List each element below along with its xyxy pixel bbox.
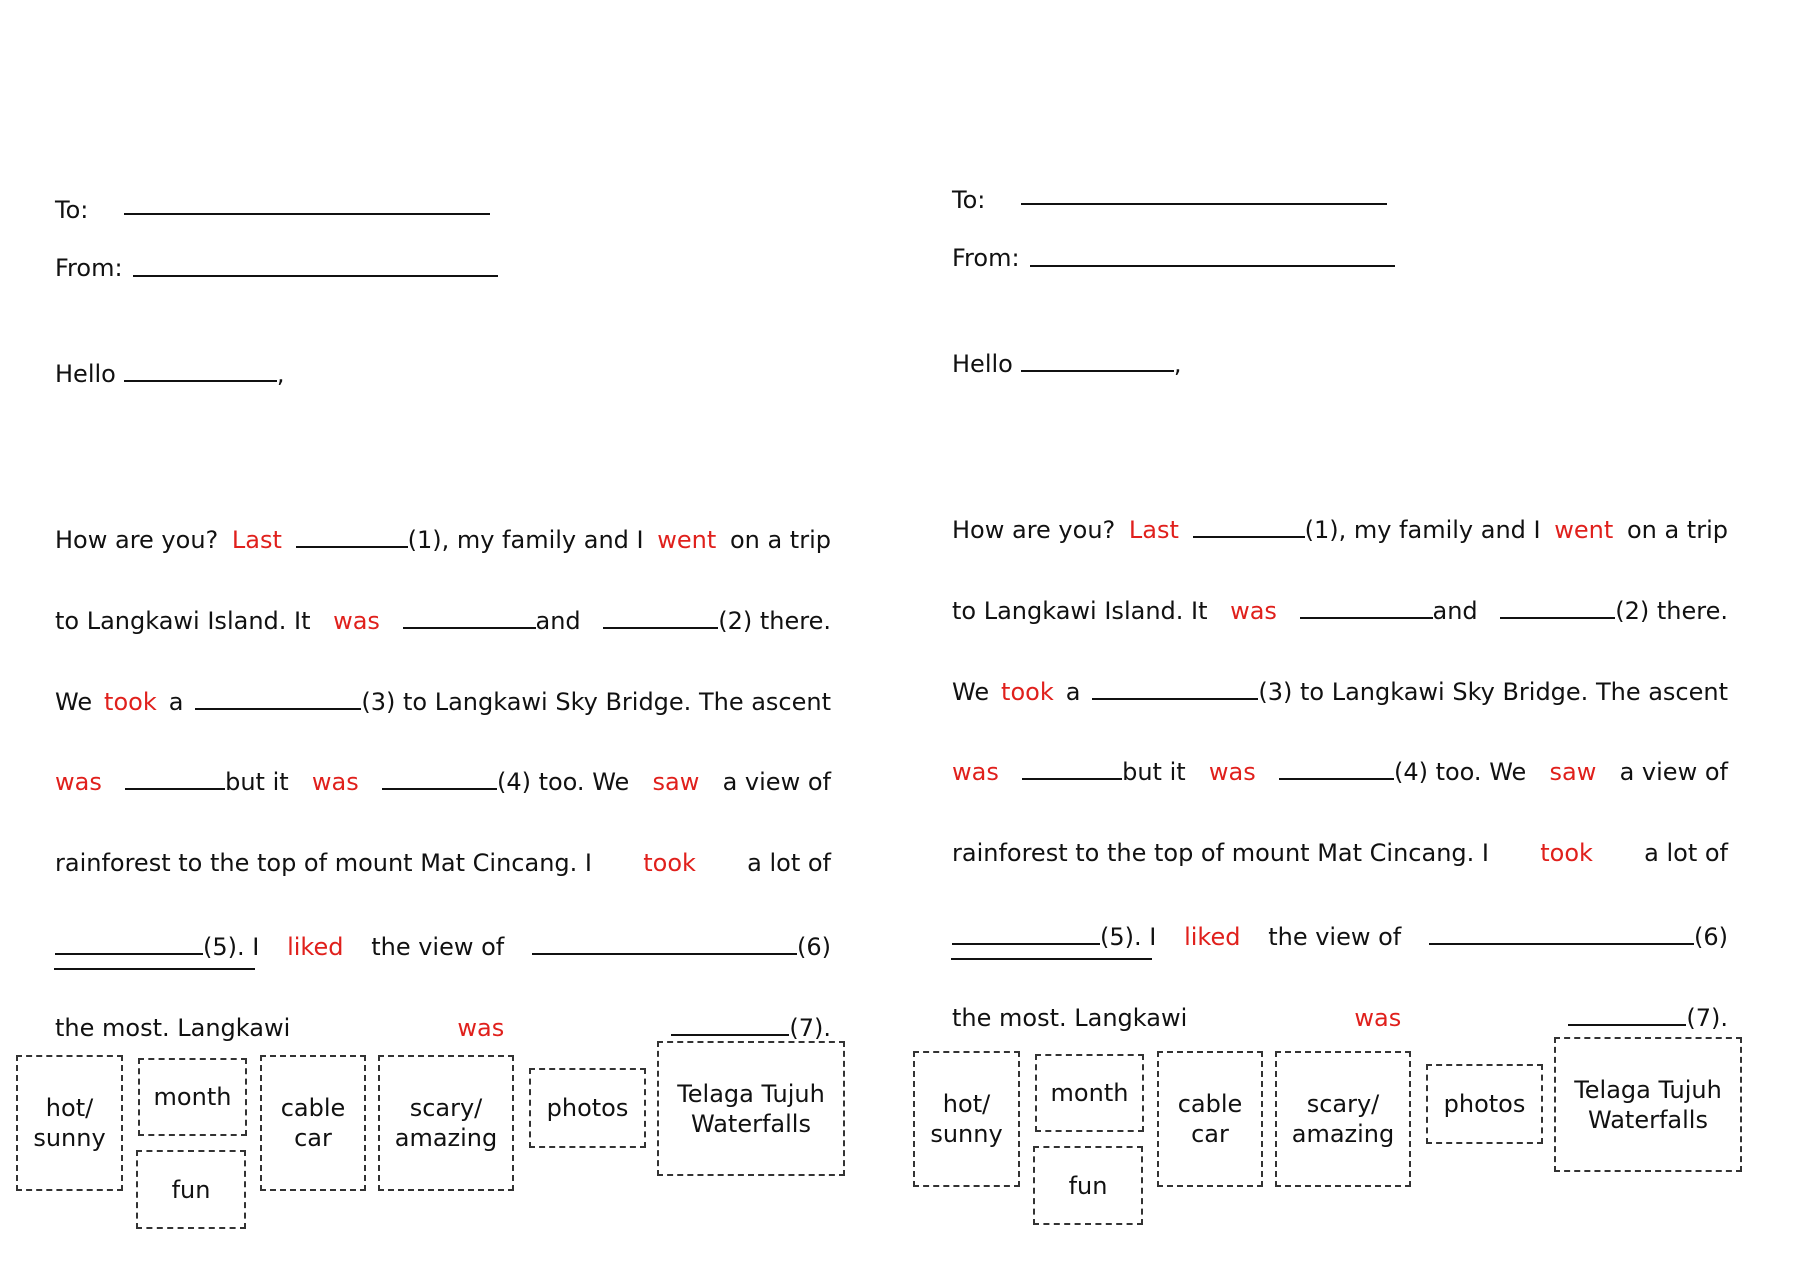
word-card[interactable]: photos bbox=[529, 1068, 646, 1148]
highlighted-verb: was bbox=[1208, 758, 1256, 786]
body-text: a lot of bbox=[1644, 839, 1728, 867]
body-text: on a trip bbox=[729, 526, 831, 554]
body-segment bbox=[1620, 758, 1728, 786]
highlighted-verb: Last bbox=[1128, 516, 1179, 544]
body-text: (6) bbox=[796, 933, 831, 961]
greeting bbox=[952, 348, 1181, 378]
body-text: (3) to Langkawi Sky Bridge. The ascent bbox=[1258, 678, 1728, 706]
word-card[interactable]: scary/ amazing bbox=[1275, 1051, 1411, 1187]
body-line bbox=[55, 927, 831, 961]
body-text: rainforest to the top of mount Mat Cincang. I bbox=[55, 849, 592, 877]
body-text: (1), my family and I bbox=[407, 526, 644, 554]
body-text: (3) to Langkawi Sky Bridge. The ascent bbox=[361, 688, 831, 716]
signature-line[interactable] bbox=[54, 968, 255, 970]
highlighted-verb: saw bbox=[652, 768, 700, 796]
answer-blank[interactable] bbox=[952, 921, 1100, 945]
body-segment bbox=[1268, 923, 1401, 951]
body-segment bbox=[125, 766, 289, 796]
body-line bbox=[952, 510, 1728, 544]
body-segment bbox=[1092, 676, 1728, 706]
body-segment bbox=[333, 607, 380, 635]
body-segment bbox=[371, 933, 504, 961]
answer-blank[interactable] bbox=[1092, 676, 1258, 700]
to-blank[interactable] bbox=[124, 213, 490, 215]
body-segment bbox=[1644, 839, 1728, 867]
highlighted-verb: was bbox=[311, 768, 359, 796]
body-segment bbox=[457, 1014, 504, 1042]
body-segment bbox=[653, 768, 700, 796]
body-text: a view of bbox=[722, 768, 831, 796]
body-segment bbox=[296, 524, 644, 554]
greeting-text: Hello bbox=[952, 350, 1013, 378]
word-card[interactable]: hot/ sunny bbox=[913, 1051, 1020, 1187]
body-segment bbox=[952, 678, 989, 706]
highlighted-verb: liked bbox=[1184, 923, 1241, 951]
highlighted-verb: was bbox=[952, 758, 999, 786]
word-card[interactable]: cable car bbox=[1157, 1051, 1263, 1187]
body-text: (4) too. We bbox=[1393, 758, 1527, 786]
body-text: and bbox=[535, 607, 581, 635]
body-segment bbox=[1230, 597, 1277, 625]
word-card[interactable]: month bbox=[1035, 1054, 1144, 1132]
body-line bbox=[952, 672, 1728, 706]
answer-blank[interactable] bbox=[125, 766, 225, 790]
body-line bbox=[952, 917, 1728, 951]
answer-blank[interactable] bbox=[1500, 595, 1615, 619]
highlighted-verb: took bbox=[643, 849, 696, 877]
body-segment bbox=[1429, 921, 1728, 951]
answer-blank[interactable] bbox=[1193, 514, 1305, 538]
body-text: the view of bbox=[371, 933, 505, 961]
greeting-blank[interactable] bbox=[1021, 348, 1174, 372]
word-card[interactable]: fun bbox=[136, 1150, 246, 1229]
body-segment bbox=[195, 686, 831, 716]
body-segment bbox=[55, 1014, 290, 1042]
answer-blank[interactable] bbox=[1300, 595, 1433, 619]
body-segment bbox=[55, 768, 102, 796]
body-text: (6) bbox=[1693, 923, 1728, 951]
highlighted-verb: went bbox=[1554, 516, 1614, 544]
signature-line[interactable] bbox=[951, 958, 1152, 960]
body-segment bbox=[1001, 678, 1054, 706]
body-text: but it bbox=[1122, 758, 1186, 786]
answer-blank[interactable] bbox=[1022, 756, 1122, 780]
to-label: To: bbox=[952, 186, 986, 214]
body-segment bbox=[747, 849, 831, 877]
body-segment bbox=[657, 526, 716, 554]
body-segment bbox=[1129, 516, 1179, 544]
answer-blank[interactable] bbox=[382, 766, 497, 790]
body-text: How are you? bbox=[55, 526, 219, 554]
body-text: the most. Langkawi bbox=[55, 1014, 291, 1042]
body-segment bbox=[169, 688, 184, 716]
body-segment bbox=[532, 931, 831, 961]
body-text: but it bbox=[225, 768, 289, 796]
body-text: (5). I bbox=[1100, 923, 1157, 951]
body-segment bbox=[1300, 595, 1478, 625]
body-segment bbox=[403, 605, 581, 635]
body-segment bbox=[287, 933, 343, 961]
body-text: (1), my family and I bbox=[1304, 516, 1541, 544]
word-card[interactable]: fun bbox=[1033, 1146, 1143, 1225]
from-blank[interactable] bbox=[133, 275, 498, 277]
body-segment bbox=[312, 768, 359, 796]
to-blank[interactable] bbox=[1021, 203, 1387, 205]
body-text: (2) there. bbox=[718, 607, 831, 635]
highlighted-verb: was bbox=[457, 1014, 505, 1042]
answer-blank[interactable] bbox=[195, 686, 361, 710]
body-line bbox=[55, 1008, 831, 1042]
body-segment bbox=[232, 526, 282, 554]
body-segment bbox=[952, 839, 1489, 867]
greeting bbox=[55, 358, 284, 388]
body-segment bbox=[55, 607, 311, 635]
greeting-comma: , bbox=[276, 360, 285, 388]
body-segment bbox=[1500, 595, 1728, 625]
body-segment bbox=[1554, 516, 1613, 544]
answer-blank[interactable] bbox=[1568, 1002, 1686, 1026]
body-segment bbox=[1066, 678, 1081, 706]
body-text: and bbox=[1432, 597, 1478, 625]
body-segment bbox=[1193, 514, 1541, 544]
body-segment bbox=[952, 597, 1208, 625]
to-label: To: bbox=[55, 196, 89, 224]
body-segment bbox=[603, 605, 831, 635]
body-text: (4) too. We bbox=[496, 768, 630, 796]
body-segment bbox=[1184, 923, 1240, 951]
body-text: a lot of bbox=[747, 849, 831, 877]
body-line bbox=[952, 591, 1728, 625]
body-text: We bbox=[952, 678, 990, 706]
highlighted-verb: liked bbox=[287, 933, 344, 961]
letter-panel-right bbox=[897, 0, 1797, 1262]
body-line bbox=[55, 843, 831, 877]
highlighted-verb: was bbox=[55, 768, 102, 796]
body-segment bbox=[1568, 1002, 1728, 1032]
body-text: to Langkawi Island. It bbox=[952, 597, 1208, 625]
word-card[interactable]: Telaga Tujuh Waterfalls bbox=[657, 1041, 845, 1176]
highlighted-verb: was bbox=[1354, 1004, 1402, 1032]
body-text: the most. Langkawi bbox=[952, 1004, 1188, 1032]
body-text: (2) there. bbox=[1615, 597, 1728, 625]
word-card[interactable]: Telaga Tujuh Waterfalls bbox=[1554, 1037, 1742, 1172]
answer-blank[interactable] bbox=[55, 931, 203, 955]
body-segment bbox=[55, 526, 218, 554]
body-segment bbox=[55, 688, 92, 716]
highlighted-verb: Last bbox=[231, 526, 282, 554]
body-segment bbox=[1627, 516, 1728, 544]
body-text: (5). I bbox=[203, 933, 260, 961]
highlighted-verb: took bbox=[104, 688, 157, 716]
body-segment bbox=[1540, 839, 1593, 867]
word-card[interactable]: scary/ amazing bbox=[378, 1055, 514, 1191]
body-text: on a trip bbox=[1626, 516, 1728, 544]
body-line bbox=[952, 998, 1728, 1032]
body-text: a bbox=[168, 688, 184, 716]
body-segment bbox=[1279, 756, 1526, 786]
body-segment bbox=[730, 526, 831, 554]
body-text: the view of bbox=[1268, 923, 1402, 951]
word-card[interactable]: hot/ sunny bbox=[16, 1055, 123, 1191]
body-line bbox=[55, 762, 831, 796]
body-text: rainforest to the top of mount Mat Cincang. I bbox=[952, 839, 1489, 867]
answer-blank[interactable] bbox=[403, 605, 536, 629]
body-segment bbox=[952, 516, 1115, 544]
answer-blank[interactable] bbox=[1429, 921, 1694, 945]
word-card[interactable]: photos bbox=[1426, 1064, 1543, 1144]
body-segment bbox=[1354, 1004, 1401, 1032]
body-line bbox=[952, 833, 1728, 867]
body-segment bbox=[723, 768, 831, 796]
greeting-text: Hello bbox=[55, 360, 116, 388]
body-segment bbox=[382, 766, 629, 796]
highlighted-verb: took bbox=[1540, 839, 1593, 867]
body-segment bbox=[952, 1004, 1187, 1032]
body-text: a bbox=[1065, 678, 1081, 706]
highlighted-verb: went bbox=[657, 526, 717, 554]
answer-blank[interactable] bbox=[532, 931, 797, 955]
body-text: to Langkawi Island. It bbox=[55, 607, 311, 635]
answer-blank[interactable] bbox=[603, 605, 718, 629]
body-text: We bbox=[55, 688, 93, 716]
word-card[interactable]: month bbox=[138, 1058, 247, 1136]
body-segment bbox=[1022, 756, 1186, 786]
body-text: (7). bbox=[789, 1014, 831, 1042]
body-line bbox=[55, 601, 831, 635]
answer-blank[interactable] bbox=[1279, 756, 1394, 780]
body-segment bbox=[55, 931, 259, 961]
body-segment bbox=[671, 1012, 831, 1042]
body-line bbox=[952, 752, 1728, 786]
highlighted-verb: was bbox=[333, 607, 380, 635]
body-segment bbox=[1550, 758, 1597, 786]
from-label: From: bbox=[55, 254, 123, 282]
from-label: From: bbox=[952, 244, 1020, 272]
greeting-comma: , bbox=[1173, 350, 1182, 378]
body-line bbox=[55, 520, 831, 554]
highlighted-verb: took bbox=[1001, 678, 1054, 706]
body-segment bbox=[952, 758, 999, 786]
body-segment bbox=[643, 849, 696, 877]
answer-blank[interactable] bbox=[671, 1012, 789, 1036]
highlighted-verb: was bbox=[1230, 597, 1277, 625]
body-line bbox=[55, 682, 831, 716]
body-segment bbox=[104, 688, 157, 716]
from-blank[interactable] bbox=[1030, 265, 1395, 267]
body-segment bbox=[1209, 758, 1256, 786]
body-segment bbox=[952, 921, 1156, 951]
word-card[interactable]: cable car bbox=[260, 1055, 366, 1191]
answer-blank[interactable] bbox=[296, 524, 408, 548]
body-text: (7). bbox=[1686, 1004, 1728, 1032]
greeting-blank[interactable] bbox=[124, 358, 277, 382]
highlighted-verb: saw bbox=[1549, 758, 1597, 786]
body-segment bbox=[55, 849, 592, 877]
body-text: How are you? bbox=[952, 516, 1116, 544]
body-text: a view of bbox=[1619, 758, 1728, 786]
